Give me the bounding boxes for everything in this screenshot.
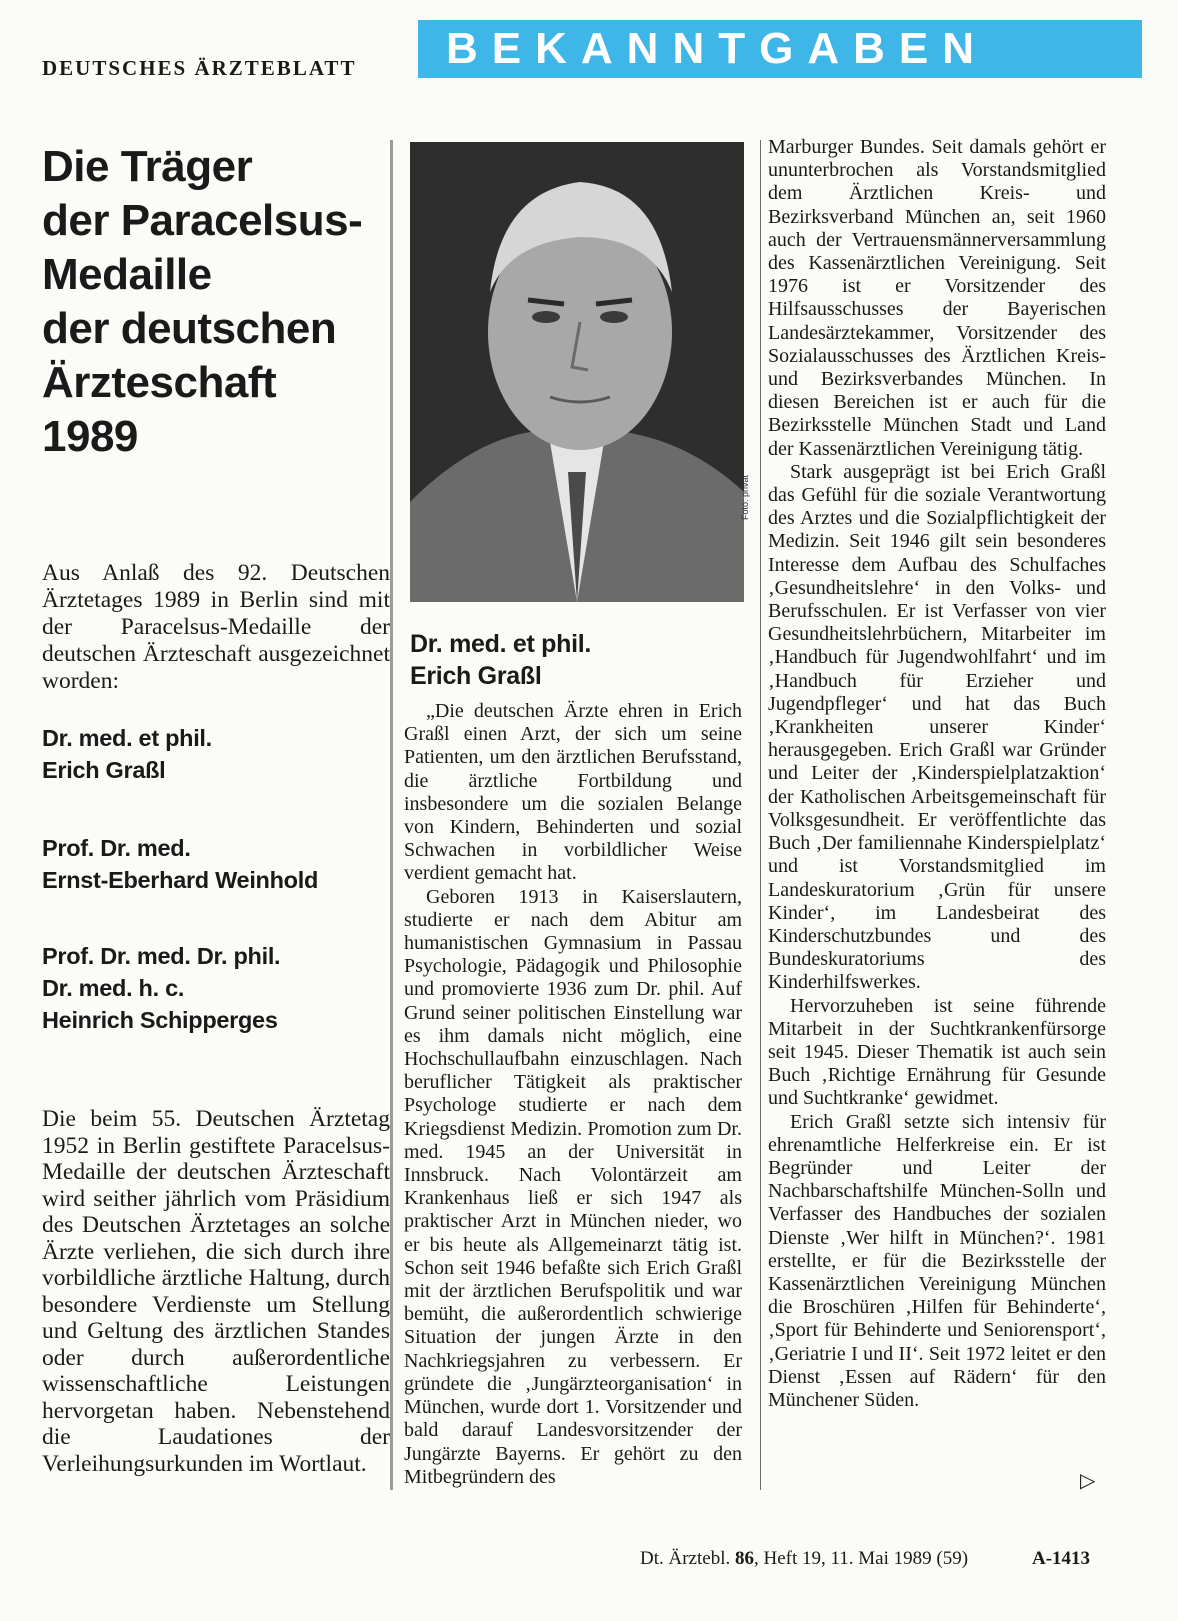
publication-name: DEUTSCHES ÄRZTEBLATT [42, 56, 357, 80]
continued-arrow-icon: ▷ [1080, 1468, 1096, 1492]
headline-line: Die Träger [42, 142, 253, 191]
headline-line: der Paracelsus- [42, 196, 363, 245]
paragraph: Hervorzuheben ist seine führende Mitarbeit in der Suchtkrankenfürsorge seit 1945. Dieser Thematik ist auch sein Buch ‚Richtige Ernährung für Gesunde und Suchtkranke‘ gewidmet. [768, 994, 1106, 1110]
recipient-title: Prof. Dr. med. [42, 835, 191, 861]
section-title: BEKANNTGABEN [446, 24, 988, 73]
paragraph: Marburger Bundes. Seit damals gehört er ununterbrochen als Vorstandsmitglied dem Ärztlichen Kreis- und Bezirksverband München an, seit 1960 auch der Vertrauensmännerversammlung des Kassenärztlichen Vereinigung. Seit 1976 ist er Vorsitzender des Hilfsausschusses der Bayerischen Landesärztekammer, Vorsitzender des Sozialausschusses des Ärztlichen Kreis- und Bezirksverbandes München. In diesen Bereichen ist er auch für die Bezirksstelle München Stadt und Land der Kassenärztlichen Vereinigung tätig. [768, 136, 1106, 460]
intro-paragraph: Aus Anlaß des 92. Deutschen Ärztetages 1989 in Berlin sind mit der Paracelsus-Medaille der deutschen Ärzteschaft ausgezeichnet worden: [42, 560, 390, 694]
photo-credit: Foto: privat [740, 474, 750, 520]
recipient-name: Heinrich Schipperges [42, 1007, 278, 1033]
journal-name: Dt. Ärztebl. [640, 1548, 731, 1569]
recipient-title: Dr. med. h. c. [42, 975, 185, 1001]
recipient-name: Erich Graßl [42, 757, 166, 783]
headline-line: Medaille [42, 250, 212, 299]
issue-date: , Heft 19, 11. Mai 1989 (59) [753, 1548, 969, 1569]
recipient-title: Dr. med. et phil. [42, 725, 212, 751]
headline-line: der deutschen [42, 304, 337, 353]
foundation-paragraph: Die beim 55. Deutschen Ärztetag 1952 in Berlin gestiftete Paracelsus-Medaille der deutschen Ärzteschaft wird seither jährlich vom Präsidium des Deutschen Ärztetages an solche Ärzte verliehen, die sich durch ihre vorbildliche ärztliche Haltung, durch besondere Verdienste um Stellung und Geltung des ärztlichen Standes oder durch außerordentliche wissenschaftliche Leistungen hervorgetan haben. Nebenstehend die Laudationes der Verleihungsurkunden im Wortlaut. [42, 1106, 390, 1477]
laudation-name: Erich Graßl [410, 662, 542, 690]
paragraph: „Die deutschen Ärzte ehren in Erich Graßl einen Arzt, der sich um seine Patienten, um den ärztlichen Berufsstand, die ärztliche Fortbildung und insbesondere um die sozialen Belange von Kindern, Behinderten und sozial Schwachen in vorbildlicher Weise verdient gemacht hat. [404, 700, 742, 885]
laudation-heading [410, 628, 744, 692]
paragraph: Geboren 1913 in Kaiserslautern, studierte er nach dem Abitur am humanistischen Gymnasium in Passau Psychologie, Pädagogik und Philosophie und promovierte 1936 zum Dr. phil. Auf Grund seiner politischen Einstellung war es ihm damals nicht möglich, eine Hochschullaufbahn einzuschlagen. Nach beruflicher Tätigkeit als praktischer Psychologe studierte er nach dem Kriegsdienst Medizin. Promotion zum Dr. med. 1945 an der Universität in Innsbruck. Nach Volontärzeit am Krankenhaus ließ er sich 1947 als praktischer Arzt in München nieder, wo er bis heute als Allgemeinarzt tätig ist. Schon seit 1946 befaßte sich Erich Graßl mit der ärztlichen Berufspolitik und war bemüht, die außerordentlich schwierige Situation der jungen Ärzte in den Nachkriegsjahren zu verbessern. Er gründete die ‚Jungärzteorganisation‘ in München, wurde dort 1. Vorsitzender und bald darauf Landesvorsitzender der Jungärzte Bayerns. Er gehört zu den Mitbegründern des [404, 885, 742, 1488]
citation-footer [640, 1548, 968, 1570]
laudation-column-1 [404, 700, 742, 1489]
paragraph: Erich Graßl setzte sich intensiv für ehrenamtliche Helferkreise ein. Er ist Begründer und Leiter der Nachbarschaftshilfe München-Solln und Verfasser des Handbuches der sozialen Dienste ‚Wer hilft in München?‘. 1981 erstellte, er für die Bezirksstelle der Kassenärztlichen Vereinigung München die Broschüren ‚Hilfen für Behinderte‘, ‚Sport für Behinderte und Seniorensport‘, ‚Geriatrie I und II‘. Seit 1972 leitet er den Dienst ‚Essen auf Rädern‘ für den Münchener Süden. [768, 1110, 1106, 1411]
headline-line: Ärzteschaft [42, 358, 277, 407]
volume-number: 86 [734, 1548, 754, 1569]
recipient-schipperges [42, 940, 392, 1036]
headline-line: 1989 [42, 412, 138, 461]
portrait-illustration [410, 142, 744, 602]
page-number: A-1413 [1032, 1548, 1091, 1569]
recipient-weinhold [42, 832, 392, 896]
laudation-title: Dr. med. et phil. [410, 630, 592, 658]
portrait-photo [410, 142, 744, 602]
article-headline [42, 140, 392, 464]
recipient-grassl [42, 722, 392, 786]
laudation-column-2 [768, 136, 1106, 1412]
column-divider [760, 140, 761, 1490]
recipient-title: Prof. Dr. med. Dr. phil. [42, 943, 281, 969]
paragraph: Stark ausgeprägt ist bei Erich Graßl das Gefühl für die soziale Verantwortung des Arztes und die Sozialpflichtigkeit der Medizin. Seit 1946 gilt sein besonderes Interesse dem Aufbau des Schulfaches ‚Gesundheitslehre‘ in den Volks- und Berufsschulen. Er ist Verfasser von vier Gesundheitslehrbüchern, Mitarbeiter im ‚Handbuch für Jugendwohlfahrt‘ und im ‚Handbuch für Erzieher und Jugendpfleger‘ und hat das Buch ‚Krankheiten unserer Kinder‘ herausgegeben. Erich Graßl war Gründer und Leiter der ‚Kinderspielplatzaktion‘ der Katholischen Arbeitsgemeinschaft für Volksgesundheit. Er veröffentlichte das Buch ‚Der familiennahe Kinderspielplatz‘ und ist Vorstandsmitglied im Landeskuratorium ‚Grün für unsere Kinder‘, im Landesbeirat des Kinderschutzbundes und des Bundeskuratoriums des Kinderhilfswerkes. [768, 460, 1106, 994]
column-divider [390, 140, 393, 1490]
recipient-name: Ernst-Eberhard Weinhold [42, 867, 318, 893]
